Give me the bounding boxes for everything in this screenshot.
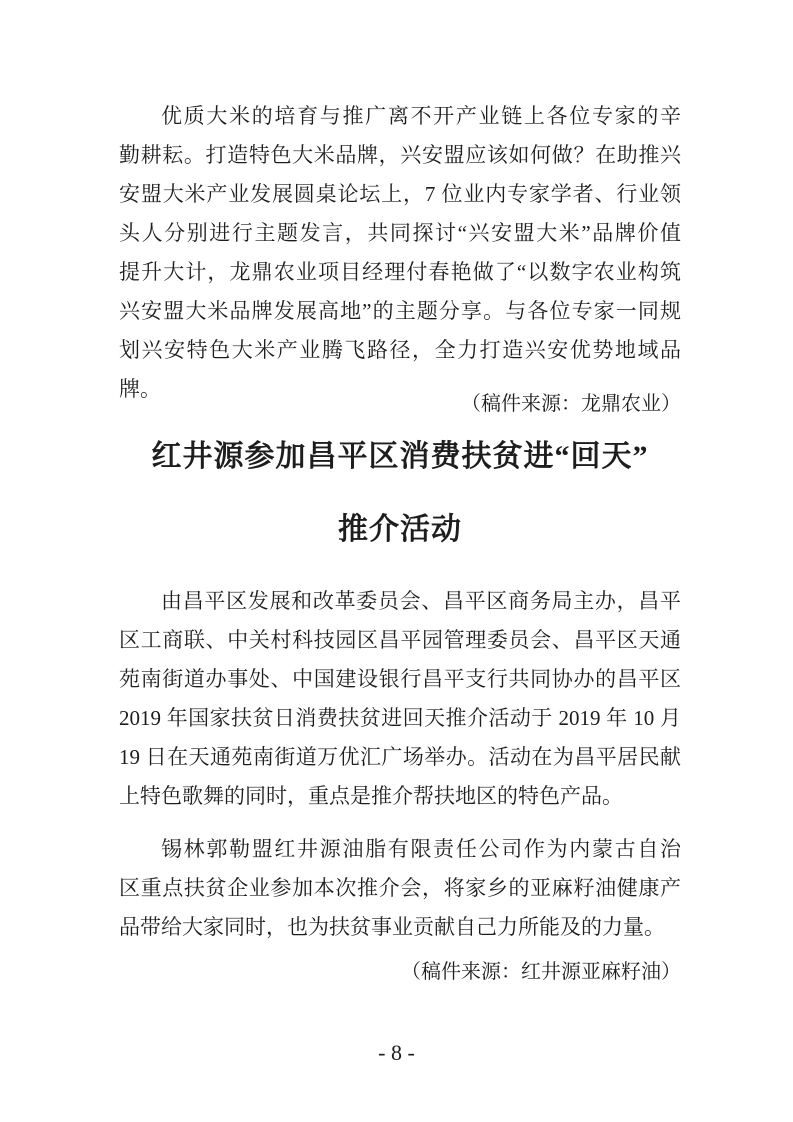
text-line: 区重点扶贫企业参加本次推介会，将家乡的亚麻籽油健康产 <box>119 876 681 900</box>
text-line: 锡林郭勒盟红井源油脂有限责任公司作为内蒙古自治 <box>161 837 681 861</box>
text-line: 提升大计，龙鼎农业项目经理付春艳做了“以数字农业构筑 <box>119 260 681 284</box>
text-line: 区工商联、中关村科技园区昌平园管理委员会、昌平区天通 <box>119 628 681 652</box>
page-number-footer: - 8 - <box>378 1040 415 1065</box>
text-line: 勤耕耘。打造特色大米品牌，兴安盟应该如何做？在助推兴 <box>119 143 681 167</box>
article-title-line: 红井源参加昌平区消费扶贫进“回天” <box>151 440 649 473</box>
text-line: 划兴安特色大米产业腾飞路径，全力打造兴安优势地域品牌。 <box>119 338 681 401</box>
text-line: 上特色歌舞的同时，重点是推介帮扶地区的特色产品。 <box>119 784 623 808</box>
text-line: 苑南街道办事处、中国建设银行昌平支行共同协办的昌平区 <box>119 667 681 691</box>
paragraph-hongjingyuan <box>119 830 681 947</box>
text-line: 头人分别进行主题发言，共同探讨“兴安盟大米”品牌价值 <box>119 221 681 245</box>
source-attribution-hongjingyuan: （稿件来源：红井源亚麻籽油） <box>401 961 681 983</box>
text-line: 兴安盟大米品牌发展高地”的主题分享。与各位专家一同规 <box>119 299 681 323</box>
text-line: 2019 年国家扶贫日消费扶贫进回天推介活动于 2019 年 10 月 <box>119 706 681 730</box>
text-line: 19 日在天通苑南街道万优汇广场举办。活动在为昌平居民献 <box>119 745 681 769</box>
article-title-line: 推介活动 <box>338 513 462 546</box>
text-line: 安盟大米产业发展圆桌论坛上，7 位业内专家学者、行业领 <box>119 182 681 206</box>
paragraph-event-organizers <box>119 582 681 816</box>
text-line: 优质大米的培育与推广离不开产业链上各位专家的辛 <box>161 104 681 128</box>
source-attribution-longding: （稿件来源：龙鼎农业） <box>461 393 681 415</box>
text-line: 品带给大家同时，也为扶贫事业贡献自己力所能及的力量。 <box>119 915 665 939</box>
paragraph-rice-brand <box>119 97 681 401</box>
article-title <box>119 420 681 566</box>
text-line: 由昌平区发展和改革委员会、昌平区商务局主办，昌平 <box>161 589 681 613</box>
